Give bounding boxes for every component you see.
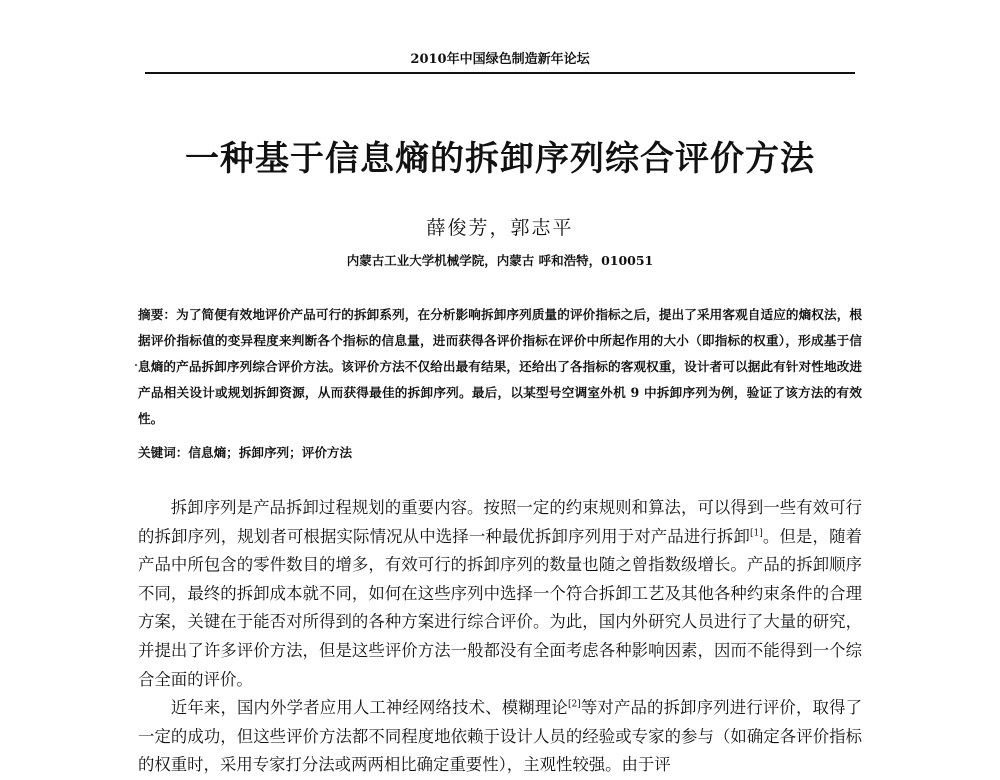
- body-text: [138, 494, 862, 780]
- abstract-text: 为了简便有效地评价产品可行的拆卸系列，在分析影响拆卸序列质量的评价指标之后，提出了采用客观自适应的熵权法，根据评价指标值的变异程度来判断各个指标的信息量，进而获得各评价指标在评价中所起作用的大小（即指标的权重），形成基于信息熵的产品拆卸序列综合评价方法。该评价方法不仅给出最有结果，还给出了各指标的客观权重，设计者可以据此有针对性地改进产品相关设计或规划拆卸资源，从而获得最佳的拆卸序列。最后，以某型号空调室外机 9 中拆卸序列为例，验证了该方法的有效性。: [138, 307, 863, 426]
- keywords: [138, 442, 862, 464]
- p1-text-after-ref: 。但是，随着产品中所包含的零件数目的增多，有效可行的拆卸序列的数量也随之曾指数级增长。产品的拆卸顺序不同，最终的拆卸成本就不同，如何在这些序列中选择一个符合拆卸工艺及其他各种约束条件的合理方案，关键在于能否对所得到的各种方案进行综合评价。为此，国内外研究人员进行了大量的研究，并提出了许多评价方法，但是这些评价方法一般都没有全面考虑各种影响因素，因而不能得到一个综合全面的评价。: [138, 526, 863, 689]
- abstract: [138, 302, 862, 432]
- citation-ref-1: [1]: [750, 528, 763, 539]
- body-paragraph-2: [138, 694, 862, 780]
- keywords-label: 关键词：: [138, 445, 189, 460]
- running-head: 2010年中国绿色制造新年论坛: [410, 52, 590, 67]
- running-head-rule: [145, 72, 855, 74]
- paper-title: 一种基于信息熵的拆卸序列综合评价方法: [185, 139, 815, 179]
- citation-ref-2: [2]: [567, 699, 581, 710]
- authors: 薛俊芳，郭志平: [426, 217, 574, 239]
- p2-text-before-ref: 近年来，国内外学者应用人工神经网络技术、模糊理论: [170, 698, 568, 718]
- p1-text-before-ref: 拆卸序列是产品拆卸过程规划的重要内容。按照一定的约束规则和算法，可以得到一些有效可行的拆卸序列，规划者可根据实际情况从中选择一种最优拆卸序列用于对产品进行拆卸: [138, 498, 862, 546]
- keywords-text: 信息熵；拆卸序列；评价方法: [188, 445, 353, 460]
- body-paragraph-1: [138, 494, 862, 694]
- abstract-label: 摘要：: [138, 307, 177, 322]
- scan-artifact-dot: [135, 364, 137, 366]
- affiliation: 内蒙古工业大学机械学院，内蒙古 呼和浩特，010051: [346, 253, 654, 268]
- p2-text-after-ref: 等对产品的拆卸序列进行评价，取得了一定的成功，但这些评价方法都不同程度地依赖于设计人员的经验或专家的参与（如确定各评价指标的权重时，采用专家打分法或两两相比确定重要性），主观性较强。由于评: [138, 698, 863, 775]
